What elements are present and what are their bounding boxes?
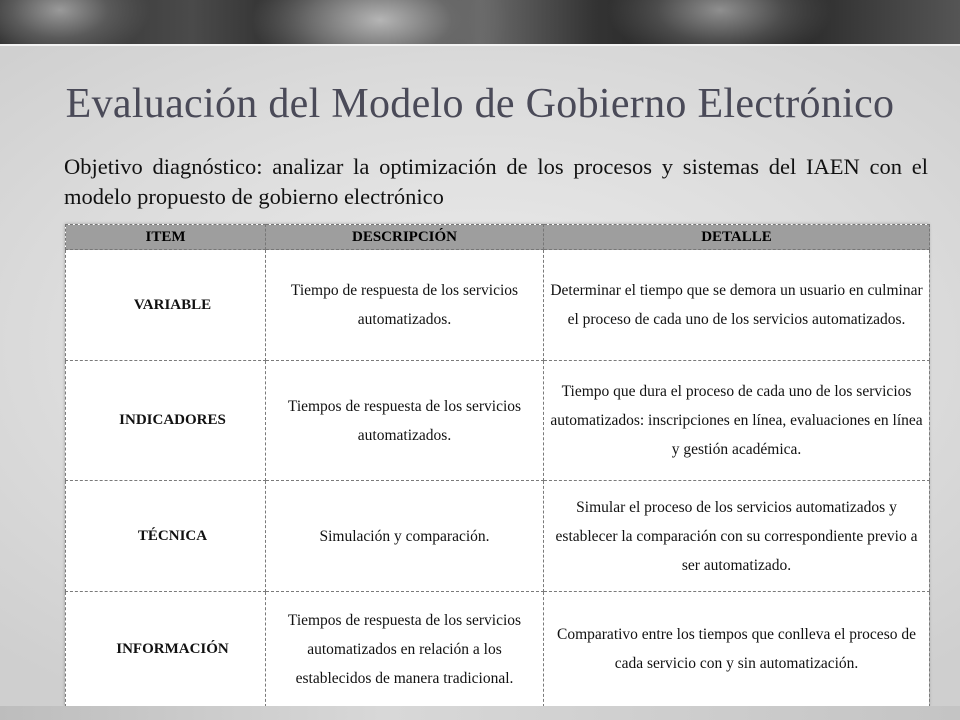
row-description: Tiempo de respuesta de los servicios automatizados. [266,250,544,361]
row-item-label: VARIABLE [66,250,266,361]
header-descripcion: DESCRIPCIÓN [266,225,544,250]
row-detail: Comparativo entre los tiempos que conlleva el proceso de cada servicio con y sin automatización. [544,592,930,707]
row-description: Tiempos de respuesta de los servicios automatizados en relación a los establecidos de manera tradicional. [266,592,544,707]
row-item-label: INDICADORES [66,361,266,481]
table-header-row [66,225,930,250]
slide-title: Evaluación del Modelo de Gobierno Electrónico [65,81,895,127]
objective-text: Objetivo diagnóstico: analizar la optimización de los procesos y sistemas del IAEN con el modelo propuesto de gobierno electrónico [64,154,928,209]
header-item: ITEM [66,225,266,250]
table-row [66,361,930,481]
table-row [66,481,930,592]
bottom-edge [0,706,960,720]
row-item-label: INFORMACIÓN [66,592,266,707]
row-detail: Tiempo que dura el proceso de cada uno de los servicios automatizados: inscripciones en línea, evaluaciones en línea y gestión académica. [544,361,930,481]
row-detail: Simular el proceso de los servicios automatizados y establecer la comparación con su correspondiente previo a ser automatizado. [544,481,930,592]
row-description: Simulación y comparación. [266,481,544,592]
row-description: Tiempos de respuesta de los servicios automatizados. [266,361,544,481]
table-row [66,592,930,707]
header-banner-image [0,0,960,44]
row-detail: Determinar el tiempo que se demora un usuario en culminar el proceso de cada uno de los servicios automatizados. [544,250,930,361]
row-item-label: TÉCNICA [66,481,266,592]
table-row [66,250,930,361]
evaluation-table [65,224,929,706]
header-detalle: DETALLE [544,225,930,250]
